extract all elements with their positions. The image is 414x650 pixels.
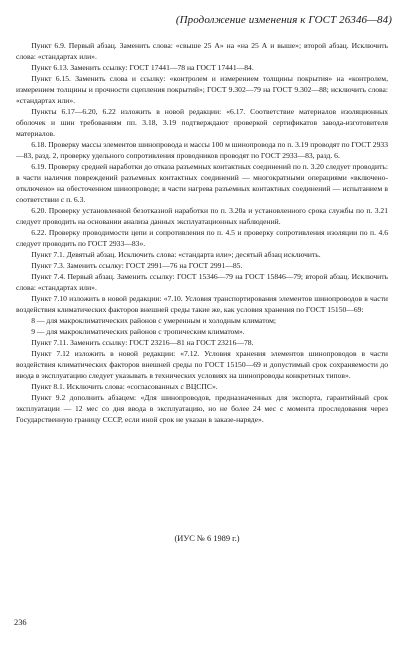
paragraph: Пункт 6.9. Первый абзац. Заменить слова: «свыше 25 А» на «на 25 А и выше»; второй абзац. Исключить слова: «стандартах или».: [16, 41, 388, 61]
paragraph: Пункт 7.10 изложить в новой редакции: «7.10. Условия транспортирования элементов шинопроводов в части воздействия климатических факторов внешней среды такие же, как условия хранения по ГОСТ 15150—69:: [16, 294, 388, 314]
paragraph: 6.18. Проверку массы элементов шинопровода и массы 100 м шинопровода по п. 3.19 проводят по ГОСТ 2933—83, разд. 2, проверку удельного сопротивления проводников проводят по ГОСТ 2933—83, разд. 6.: [16, 140, 388, 160]
issue-note: (ИУС № 6 1989 г.): [174, 534, 240, 543]
page-number: 236: [14, 618, 27, 627]
document-body: [16, 40, 388, 425]
paragraph: Пункт 7.1. Девятый абзац. Исключить слова: «стандарта или»; десятый абзац исключить.: [31, 250, 321, 259]
paragraph: 6.20. Проверку установленной безотказной наработки по п. 3.20а и установленного срока службы по п. 3.21 следует проводить на основании анализа данных эксплуатационных наблюдений.: [16, 206, 388, 226]
paragraph: Пункт 6.15. Заменить слова и ссылку: «контролем и измерением толщины покрытия» на «контролем, измерением толщины и прочности сцепления покрытий»; ГОСТ 9.302—79 на ГОСТ 9.302—88; исключить слова: «стандартах или».: [16, 74, 388, 105]
paragraph: Пункт 9.2 дополнить абзацем: «Для шинопроводов, предназначенных для экспорта, гарантийный срок эксплуатации — 12 мес со дня ввода в эксплуатацию, но не более 24 мес с момента проследования через Государственную границу СССР, если иной срок не указан в заказе-наряде».: [16, 393, 388, 424]
paragraph: Пункт 7.11. Заменить ссылку: ГОСТ 23216—81 на ГОСТ 23216—78.: [31, 338, 254, 347]
paragraph: 9 — для макроклиматических районов с тропическим климатом».: [31, 327, 245, 336]
paragraph: Пункт 6.13. Заменить ссылку: ГОСТ 17441—78 на ГОСТ 17441—84.: [31, 63, 254, 72]
paragraph: Пункт 8.1. Исключить слова: «согласованных с ВЦСПС».: [31, 382, 218, 391]
paragraph: 8 — для макроклиматических районов с умеренным и холодным климатом;: [31, 316, 277, 325]
paragraph: Пункты 6.17—6.20, 6.22 изложить в новой редакции: «6.17. Соответствие материалов изоляционных оболочек и шин требованиям пп. 3.18, 3.19 подтверждают проверкой сертификатов завода-изготовителя материалов.: [16, 107, 388, 138]
paragraph: Пункт 7.12 изложить в новой редакции: «7.12. Условия хранения элементов шинопроводов в части воздействия климатических факторов внешней среды по ГОСТ 15150—69 и допустимый срок сохраняемости до ввода в эксплуатацию следует указывать в технических условиях на шинопроводы конкретных типов».: [16, 349, 388, 380]
paragraph: Пункт 7.3. Заменить ссылку: ГОСТ 2991—76 на ГОСТ 2991—85.: [31, 261, 243, 270]
paragraph: Пункт 7.4. Первый абзац. Заменить ссылку: ГОСТ 15346—79 на ГОСТ 15846—79; второй абзац. Исключить слова: «стандартах или».: [16, 272, 388, 292]
continuation-header: (Продолжение изменения к ГОСТ 26346—84): [175, 14, 392, 26]
paragraph: 6.22. Проверку проводимости цепи и сопротивления по п. 4.5 и проверку сопротивления изоляции по п. 4.6 следует проводить по ГОСТ 2933—83».: [16, 228, 388, 248]
paragraph: 6.19. Проверку средней наработки до отказа разъемных контактных соединений по п. 3.20 следует проводить: в части наличия повреждений разъемных контактных соединений — многократными операциями «включено-отключено» на обесточенном шинопроводе; в части нагрева разъемных контактных соединений — испытанием в соответствии с п. 6.3.: [16, 162, 388, 204]
